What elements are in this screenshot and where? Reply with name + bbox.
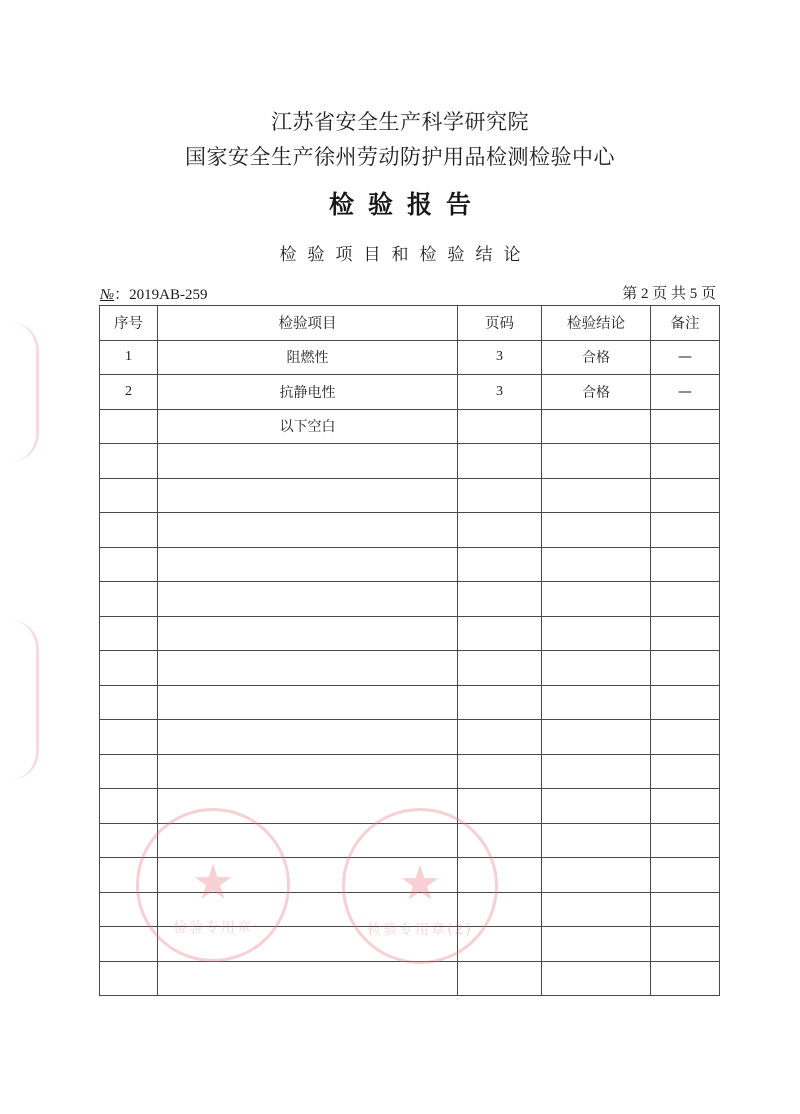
cell-item: 抗静电性 bbox=[158, 375, 458, 410]
cell-remark bbox=[651, 685, 720, 720]
cell-conclusion bbox=[542, 513, 651, 548]
cell-page: 3 bbox=[458, 340, 542, 375]
cell-seq bbox=[100, 582, 158, 617]
cell-conclusion bbox=[542, 582, 651, 617]
cell-remark bbox=[651, 409, 720, 444]
report-number-value: 2019AB-259 bbox=[129, 287, 208, 303]
cell-seq bbox=[100, 478, 158, 513]
cell-remark bbox=[651, 547, 720, 582]
cell-remark bbox=[651, 616, 720, 651]
cell-item bbox=[158, 651, 458, 686]
cell-page bbox=[458, 651, 542, 686]
cell-item bbox=[158, 547, 458, 582]
cell-seq bbox=[100, 651, 158, 686]
seal-star-icon: ★ bbox=[398, 855, 442, 912]
cell-conclusion bbox=[542, 754, 651, 789]
seal-text: 检验专用章(2) bbox=[367, 922, 473, 938]
cell-conclusion: 合格 bbox=[542, 375, 651, 410]
cell-page bbox=[458, 409, 542, 444]
report-number bbox=[100, 283, 208, 304]
table-row-empty bbox=[100, 789, 720, 824]
cell-seq bbox=[100, 789, 158, 824]
cell-page bbox=[458, 685, 542, 720]
cell-page bbox=[458, 754, 542, 789]
cell-conclusion bbox=[542, 409, 651, 444]
cell-remark: — bbox=[651, 375, 720, 410]
cell-conclusion bbox=[542, 961, 651, 996]
table-row-empty bbox=[100, 927, 720, 962]
cell-remark: — bbox=[651, 340, 720, 375]
cell-page: 3 bbox=[458, 375, 542, 410]
table-row-empty bbox=[100, 547, 720, 582]
cell-remark bbox=[651, 513, 720, 548]
cell-remark bbox=[651, 961, 720, 996]
cell-seq bbox=[100, 892, 158, 927]
cell-item bbox=[158, 478, 458, 513]
cell-item bbox=[158, 513, 458, 548]
cell-page bbox=[458, 444, 542, 479]
cell-item bbox=[158, 444, 458, 479]
inspection-table bbox=[99, 305, 720, 996]
page-info: 第 2 页 共 5 页 bbox=[622, 286, 716, 302]
table-row-empty bbox=[100, 651, 720, 686]
report-number-label: № bbox=[100, 287, 115, 303]
cell-remark bbox=[651, 754, 720, 789]
cell-remark bbox=[651, 720, 720, 755]
cell-seq: 1 bbox=[100, 340, 158, 375]
cell-seq bbox=[100, 547, 158, 582]
table-row-empty bbox=[100, 961, 720, 996]
cell-conclusion bbox=[542, 616, 651, 651]
cell-conclusion bbox=[542, 651, 651, 686]
cell-page bbox=[458, 789, 542, 824]
column-header-remark: 备注 bbox=[651, 306, 720, 341]
edge-seal-bottom bbox=[10, 620, 39, 780]
table-row-empty bbox=[100, 754, 720, 789]
cell-item bbox=[158, 892, 458, 927]
cell-seq bbox=[100, 513, 158, 548]
cell-seq bbox=[100, 685, 158, 720]
table-row-empty bbox=[100, 616, 720, 651]
cell-item bbox=[158, 720, 458, 755]
column-header-page: 页码 bbox=[458, 306, 542, 341]
cell-item: 以下空白 bbox=[158, 409, 458, 444]
report-title: 检验报告 bbox=[328, 190, 485, 219]
cell-item bbox=[158, 961, 458, 996]
cell-seq bbox=[100, 720, 158, 755]
cell-page bbox=[458, 961, 542, 996]
cell-page bbox=[458, 892, 542, 927]
cell-item bbox=[158, 823, 458, 858]
cell-seq bbox=[100, 616, 158, 651]
cell-page bbox=[458, 513, 542, 548]
cell-item bbox=[158, 582, 458, 617]
cell-seq: 2 bbox=[100, 375, 158, 410]
table-row-empty bbox=[100, 478, 720, 513]
table-row-empty bbox=[100, 858, 720, 893]
cell-conclusion bbox=[542, 858, 651, 893]
cell-page bbox=[458, 547, 542, 582]
cell-conclusion bbox=[542, 927, 651, 962]
cell-remark bbox=[651, 789, 720, 824]
cell-remark bbox=[651, 823, 720, 858]
cell-remark bbox=[651, 858, 720, 893]
cell-page bbox=[458, 582, 542, 617]
cell-conclusion bbox=[542, 720, 651, 755]
cell-item bbox=[158, 789, 458, 824]
table-row-empty bbox=[100, 823, 720, 858]
cell-seq bbox=[100, 754, 158, 789]
org-name-line1: 江苏省安全生产科学研究院 bbox=[271, 110, 529, 134]
cell-remark bbox=[651, 927, 720, 962]
cell-remark bbox=[651, 478, 720, 513]
cell-item bbox=[158, 858, 458, 893]
table-row-empty bbox=[100, 685, 720, 720]
column-header-item: 检验项目 bbox=[158, 306, 458, 341]
seal-text: 检验专用章 bbox=[173, 920, 253, 936]
table-row bbox=[100, 340, 720, 375]
table-row-empty bbox=[100, 513, 720, 548]
org-name-line2: 国家安全生产徐州劳动防护用品检测检验中心 bbox=[185, 145, 615, 169]
cell-item bbox=[158, 754, 458, 789]
cell-remark bbox=[651, 651, 720, 686]
table-row bbox=[100, 375, 720, 410]
table-row-empty bbox=[100, 892, 720, 927]
cell-seq bbox=[100, 927, 158, 962]
table-row-empty bbox=[100, 720, 720, 755]
column-header-seq: 序号 bbox=[100, 306, 158, 341]
cell-conclusion bbox=[542, 444, 651, 479]
cell-seq bbox=[100, 858, 158, 893]
cell-page bbox=[458, 927, 542, 962]
cell-conclusion bbox=[542, 685, 651, 720]
cell-seq bbox=[100, 823, 158, 858]
report-number-separator: ： bbox=[114, 287, 130, 303]
table-row-empty bbox=[100, 444, 720, 479]
cell-seq bbox=[100, 961, 158, 996]
table-header-row bbox=[100, 306, 720, 341]
cell-page bbox=[458, 858, 542, 893]
table-row bbox=[100, 409, 720, 444]
cell-conclusion bbox=[542, 823, 651, 858]
cell-page bbox=[458, 823, 542, 858]
cell-page bbox=[458, 616, 542, 651]
cell-remark bbox=[651, 892, 720, 927]
cell-page bbox=[458, 478, 542, 513]
cell-item: 阻燃性 bbox=[158, 340, 458, 375]
cell-remark bbox=[651, 444, 720, 479]
cell-conclusion bbox=[542, 789, 651, 824]
cell-conclusion: 合格 bbox=[542, 340, 651, 375]
cell-seq bbox=[100, 409, 158, 444]
cell-item bbox=[158, 927, 458, 962]
cell-conclusion bbox=[542, 478, 651, 513]
cell-remark bbox=[651, 582, 720, 617]
column-header-conclusion: 检验结论 bbox=[542, 306, 651, 341]
cell-item bbox=[158, 616, 458, 651]
table-row-empty bbox=[100, 582, 720, 617]
report-subtitle: 检验项目和检验结论 bbox=[279, 245, 532, 265]
cell-item bbox=[158, 685, 458, 720]
edge-seal-top bbox=[10, 322, 39, 462]
cell-seq bbox=[100, 444, 158, 479]
cell-page bbox=[458, 720, 542, 755]
cell-conclusion bbox=[542, 547, 651, 582]
cell-conclusion bbox=[542, 892, 651, 927]
seal-star-icon: ★ bbox=[191, 854, 235, 911]
